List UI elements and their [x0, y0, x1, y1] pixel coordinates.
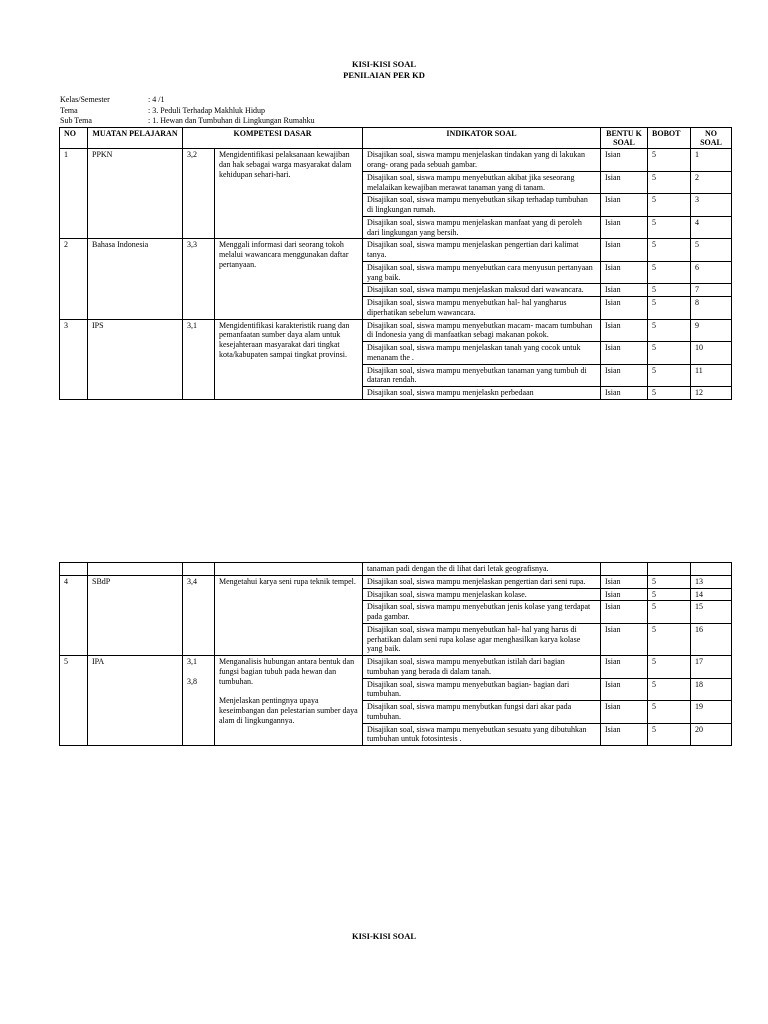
cell-bobot: 5	[648, 678, 691, 701]
cell-bentuk: Isian	[601, 149, 648, 172]
cell-bobot: 5	[648, 319, 691, 342]
cell-bobot: 5	[648, 656, 691, 679]
cell-muatan: IPS	[88, 319, 183, 399]
cell-no-soal: 5	[691, 239, 732, 262]
cell-indikator: Disajikan soal, siswa mampu menybutkan fungsi dari akar pada tumbuhan.	[363, 701, 601, 724]
cell-no: 2	[60, 239, 88, 319]
cell-bobot: 5	[648, 216, 691, 239]
kd-text: Menjelaskan pentingnya upaya keseimbangan dan pelestarian sumber daya alam di lingkungannya.	[219, 696, 358, 725]
cell-indikator: Disajikan soal, siswa mampu menyebutkan hal- hal yang harus di perhatikan dalam seni rupa kolase agar menghasilkan karya kolase yang baik.	[363, 623, 601, 655]
cell-bentuk: Isian	[601, 297, 648, 320]
cell-bentuk: Isian	[601, 588, 648, 601]
cell-bentuk: Isian	[601, 194, 648, 217]
kd-number: 3,2	[187, 150, 197, 160]
cell-muatan	[88, 563, 183, 576]
cell-no-soal: 19	[691, 701, 732, 724]
cell-bobot: 5	[648, 723, 691, 746]
cell-indikator: Disajikan soal, siswa mampu menjelaskan tanah yang cocok untuk menanam the .	[363, 342, 601, 365]
cell-bentuk: Isian	[601, 171, 648, 194]
cell-no: 5	[60, 656, 88, 746]
cell-no-soal: 10	[691, 342, 732, 365]
cell-bobot: 5	[648, 284, 691, 297]
kd-text: Mengidentifikasi pelaksanaan kewajiban dan hak sebagai warga masyarakat dalam kehidupan sehari-hari.	[219, 150, 352, 179]
meta-info	[60, 95, 460, 129]
cell-kd-number	[183, 656, 215, 746]
kd-text: Mengidentifikasi karakteristik ruang dan pemanfaatan sumber daya alam untuk kesejahteraan masyarakat dari tingkat kota/kabupaten sampai tingkat provinsi.	[219, 320, 350, 359]
kisi-table-page2	[59, 562, 732, 746]
cell-bobot: 5	[648, 387, 691, 400]
kd-text: Mengetahui karya seni rupa teknik tempel.	[219, 576, 356, 586]
meta-label: Sub Tema	[60, 116, 92, 125]
cell-no-soal: 18	[691, 678, 732, 701]
cell-bentuk	[601, 563, 648, 576]
cell-no: 1	[60, 149, 88, 239]
header-muatan: MUATAN PELAJARAN	[88, 128, 183, 149]
cell-kd-text	[215, 656, 363, 746]
cell-bobot: 5	[648, 239, 691, 262]
cell-indikator: Disajikan soal, siswa mampu menyebutkan cara menyusun pertanyaan yang baik.	[363, 261, 601, 284]
kisi-table-page1	[59, 127, 732, 400]
cell-bobot: 5	[648, 194, 691, 217]
header-bobot: BOBOT	[648, 128, 691, 149]
cell-kd-number	[183, 149, 215, 239]
cell-no-soal: 1	[691, 149, 732, 172]
cell-no-soal: 16	[691, 623, 732, 655]
cell-no-soal: 13	[691, 575, 732, 588]
document-subtitle: PENILAIAN PER KD	[343, 70, 425, 80]
cell-bentuk: Isian	[601, 261, 648, 284]
cell-bobot: 5	[648, 297, 691, 320]
cell-bentuk: Isian	[601, 216, 648, 239]
cell-no-soal: 7	[691, 284, 732, 297]
cell-no-soal: 4	[691, 216, 732, 239]
cell-indikator: Disajikan soal, siswa mampu menyebutkan sikap terhadap tumbuhan di lingkungan rumah.	[363, 194, 601, 217]
footer-title: KISI-KISI SOAL	[351, 931, 416, 941]
meta-label: Tema	[60, 106, 78, 115]
kd-text: Menggali informasi dari seorang tokoh melalui wawancara menggunakan daftar pertanyaan.	[219, 240, 349, 269]
continuation-row	[60, 563, 732, 576]
meta-label: Kelas/Semester	[60, 95, 110, 104]
cell-bentuk: Isian	[601, 284, 648, 297]
table-row	[60, 656, 732, 679]
cell-no-soal: 8	[691, 297, 732, 320]
cell-bobot: 5	[648, 701, 691, 724]
kd-number: 3,4	[187, 576, 197, 586]
cell-bentuk: Isian	[601, 723, 648, 746]
cell-indikator: Disajikan soal, siswa mampu menjelaskan pengertian dari seni rupa.	[363, 575, 601, 588]
header-kompetensi: KOMPETESI DASAR	[183, 128, 363, 149]
cell-no-soal: 17	[691, 656, 732, 679]
cell-no: 4	[60, 575, 88, 655]
cell-no-soal: 11	[691, 364, 732, 387]
cell-kd-number	[183, 575, 215, 655]
cell-bobot: 5	[648, 261, 691, 284]
cell-bentuk: Isian	[601, 319, 648, 342]
kd-number: 3,3	[187, 240, 197, 250]
cell-muatan: SBdP	[88, 575, 183, 655]
cell-indikator: Disajikan soal, siswa mampu menjelaskan manfaat yang di peroleh dari lingkungan yang bersih.	[363, 216, 601, 239]
cell-bentuk: Isian	[601, 656, 648, 679]
cell-bobot: 5	[648, 588, 691, 601]
header-no-soal: NO SOAL	[691, 128, 732, 149]
table-row	[60, 149, 732, 172]
cell-indikator: Disajikan soal, siswa mampu menyebutkan akibat jika seseorang melalaikan kewajiban merawat tanaman yang di tanam.	[363, 171, 601, 194]
cell-no-soal: 20	[691, 723, 732, 746]
cell-bentuk: Isian	[601, 342, 648, 365]
cell-bentuk: Isian	[601, 701, 648, 724]
cell-no-soal: 2	[691, 171, 732, 194]
cell-kd-text	[215, 575, 363, 655]
cell-bobot: 5	[648, 364, 691, 387]
cell-bobot: 5	[648, 601, 691, 624]
meta-value: : 3. Peduli Terhadap Makhluk Hidup	[148, 106, 266, 115]
cell-indikator: Disajikan soal, siswa mampu menyebutkan tanaman yang tumbuh di dataran rendah.	[363, 364, 601, 387]
cell-indikator: tanaman padi dengan the di lihat dari letak geografisnya.	[363, 563, 601, 576]
kd-text: Menganalisis hubungan antara bentuk dan fungsi bagian tubuh pada hewan dan tumbuhan.	[219, 657, 355, 686]
table-body-page2	[60, 563, 732, 746]
cell-kd-text	[215, 319, 363, 399]
cell-kd-number	[183, 239, 215, 319]
header-indikator: INDIKATOR SOAL	[363, 128, 601, 149]
document-title: KISI-KISI SOAL	[351, 59, 416, 69]
cell-bentuk: Isian	[601, 623, 648, 655]
cell-bentuk: Isian	[601, 239, 648, 262]
cell-no-soal: 9	[691, 319, 732, 342]
cell-bobot: 5	[648, 575, 691, 588]
cell-indikator: Disajikan soal, siswa mampu menyebutkan istilah dari bagian tumbuhan yang berada di dalam tanah.	[363, 656, 601, 679]
table-header-row	[60, 128, 732, 149]
cell-bentuk: Isian	[601, 601, 648, 624]
table-row	[60, 319, 732, 342]
cell-indikator: Disajikan soal, siswa mampu menyebutkan macam- macam tumbuhan di Indonesia yang di manfaatkan sebagi makanan pokok.	[363, 319, 601, 342]
header-no: NO	[60, 128, 88, 149]
cell-muatan: PPKN	[88, 149, 183, 239]
cell-indikator: Disajikan soal, siswa mampu menyebutkan bagian- bagian dari tumbuhan.	[363, 678, 601, 701]
cell-bobot	[648, 563, 691, 576]
cell-no-soal: 14	[691, 588, 732, 601]
cell-indikator: Disajikan soal, siswa mampu menjelaskan kolase.	[363, 588, 601, 601]
cell-no-soal	[691, 563, 732, 576]
cell-bobot: 5	[648, 623, 691, 655]
cell-kd-number	[183, 319, 215, 399]
cell-bobot: 5	[648, 171, 691, 194]
cell-indikator: Disajikan soal, siswa mampu menjelaskan pengertian dari kalimat tanya.	[363, 239, 601, 262]
table-row	[60, 239, 732, 262]
meta-value: : 4 /1	[148, 95, 165, 104]
kd-number: 3,1	[187, 320, 197, 330]
cell-indikator: Disajikan soal, siswa mampu menjelaskan maksud dari wawancara.	[363, 284, 601, 297]
cell-kd-text	[215, 149, 363, 239]
cell-bentuk: Isian	[601, 387, 648, 400]
cell-muatan: Bahasa Indonesia	[88, 239, 183, 319]
cell-indikator: Disajikan soal, siswa mampu menjelaskan tindakan yang di lakukan orang- orang pada sebuah gambar.	[363, 149, 601, 172]
cell-bobot: 5	[648, 149, 691, 172]
cell-indikator: Disajikan soal, siswa mampu menyebutkan hal- hal yangharus diperhatikan sebelum wawancara.	[363, 297, 601, 320]
cell-bentuk: Isian	[601, 678, 648, 701]
cell-bobot: 5	[648, 342, 691, 365]
cell-bentuk: Isian	[601, 364, 648, 387]
cell-kd-number	[183, 563, 215, 576]
header-bentuk-soal: BENTU K SOAL	[601, 128, 648, 149]
kd-number: 3,8	[187, 676, 197, 686]
cell-indikator: Disajikan soal, siswa mampu menyebutkan sesuatu yang dibutuhkan tumbuhan untuk fotosintesis .	[363, 723, 601, 746]
cell-bentuk: Isian	[601, 575, 648, 588]
cell-indikator: Disajikan soal, siswa mampu menyebutkan jenis kolase yang terdapat pada gambar.	[363, 601, 601, 624]
cell-no-soal: 6	[691, 261, 732, 284]
table-body-page1	[60, 149, 732, 400]
table-row	[60, 575, 732, 588]
cell-kd-text	[215, 239, 363, 319]
cell-no: 3	[60, 319, 88, 399]
cell-no-soal: 3	[691, 194, 732, 217]
cell-no-soal: 12	[691, 387, 732, 400]
cell-kd-text	[215, 563, 363, 576]
kd-number: 3,1	[187, 657, 197, 666]
meta-value: : 1. Hewan dan Tumbuhan di Lingkungan Rumahku	[148, 116, 315, 125]
cell-no-soal: 15	[691, 601, 732, 624]
cell-no	[60, 563, 88, 576]
cell-muatan: IPA	[88, 656, 183, 746]
cell-indikator: Disajikan soal, siswa mampu menjelaskn perbedaan	[363, 387, 601, 400]
